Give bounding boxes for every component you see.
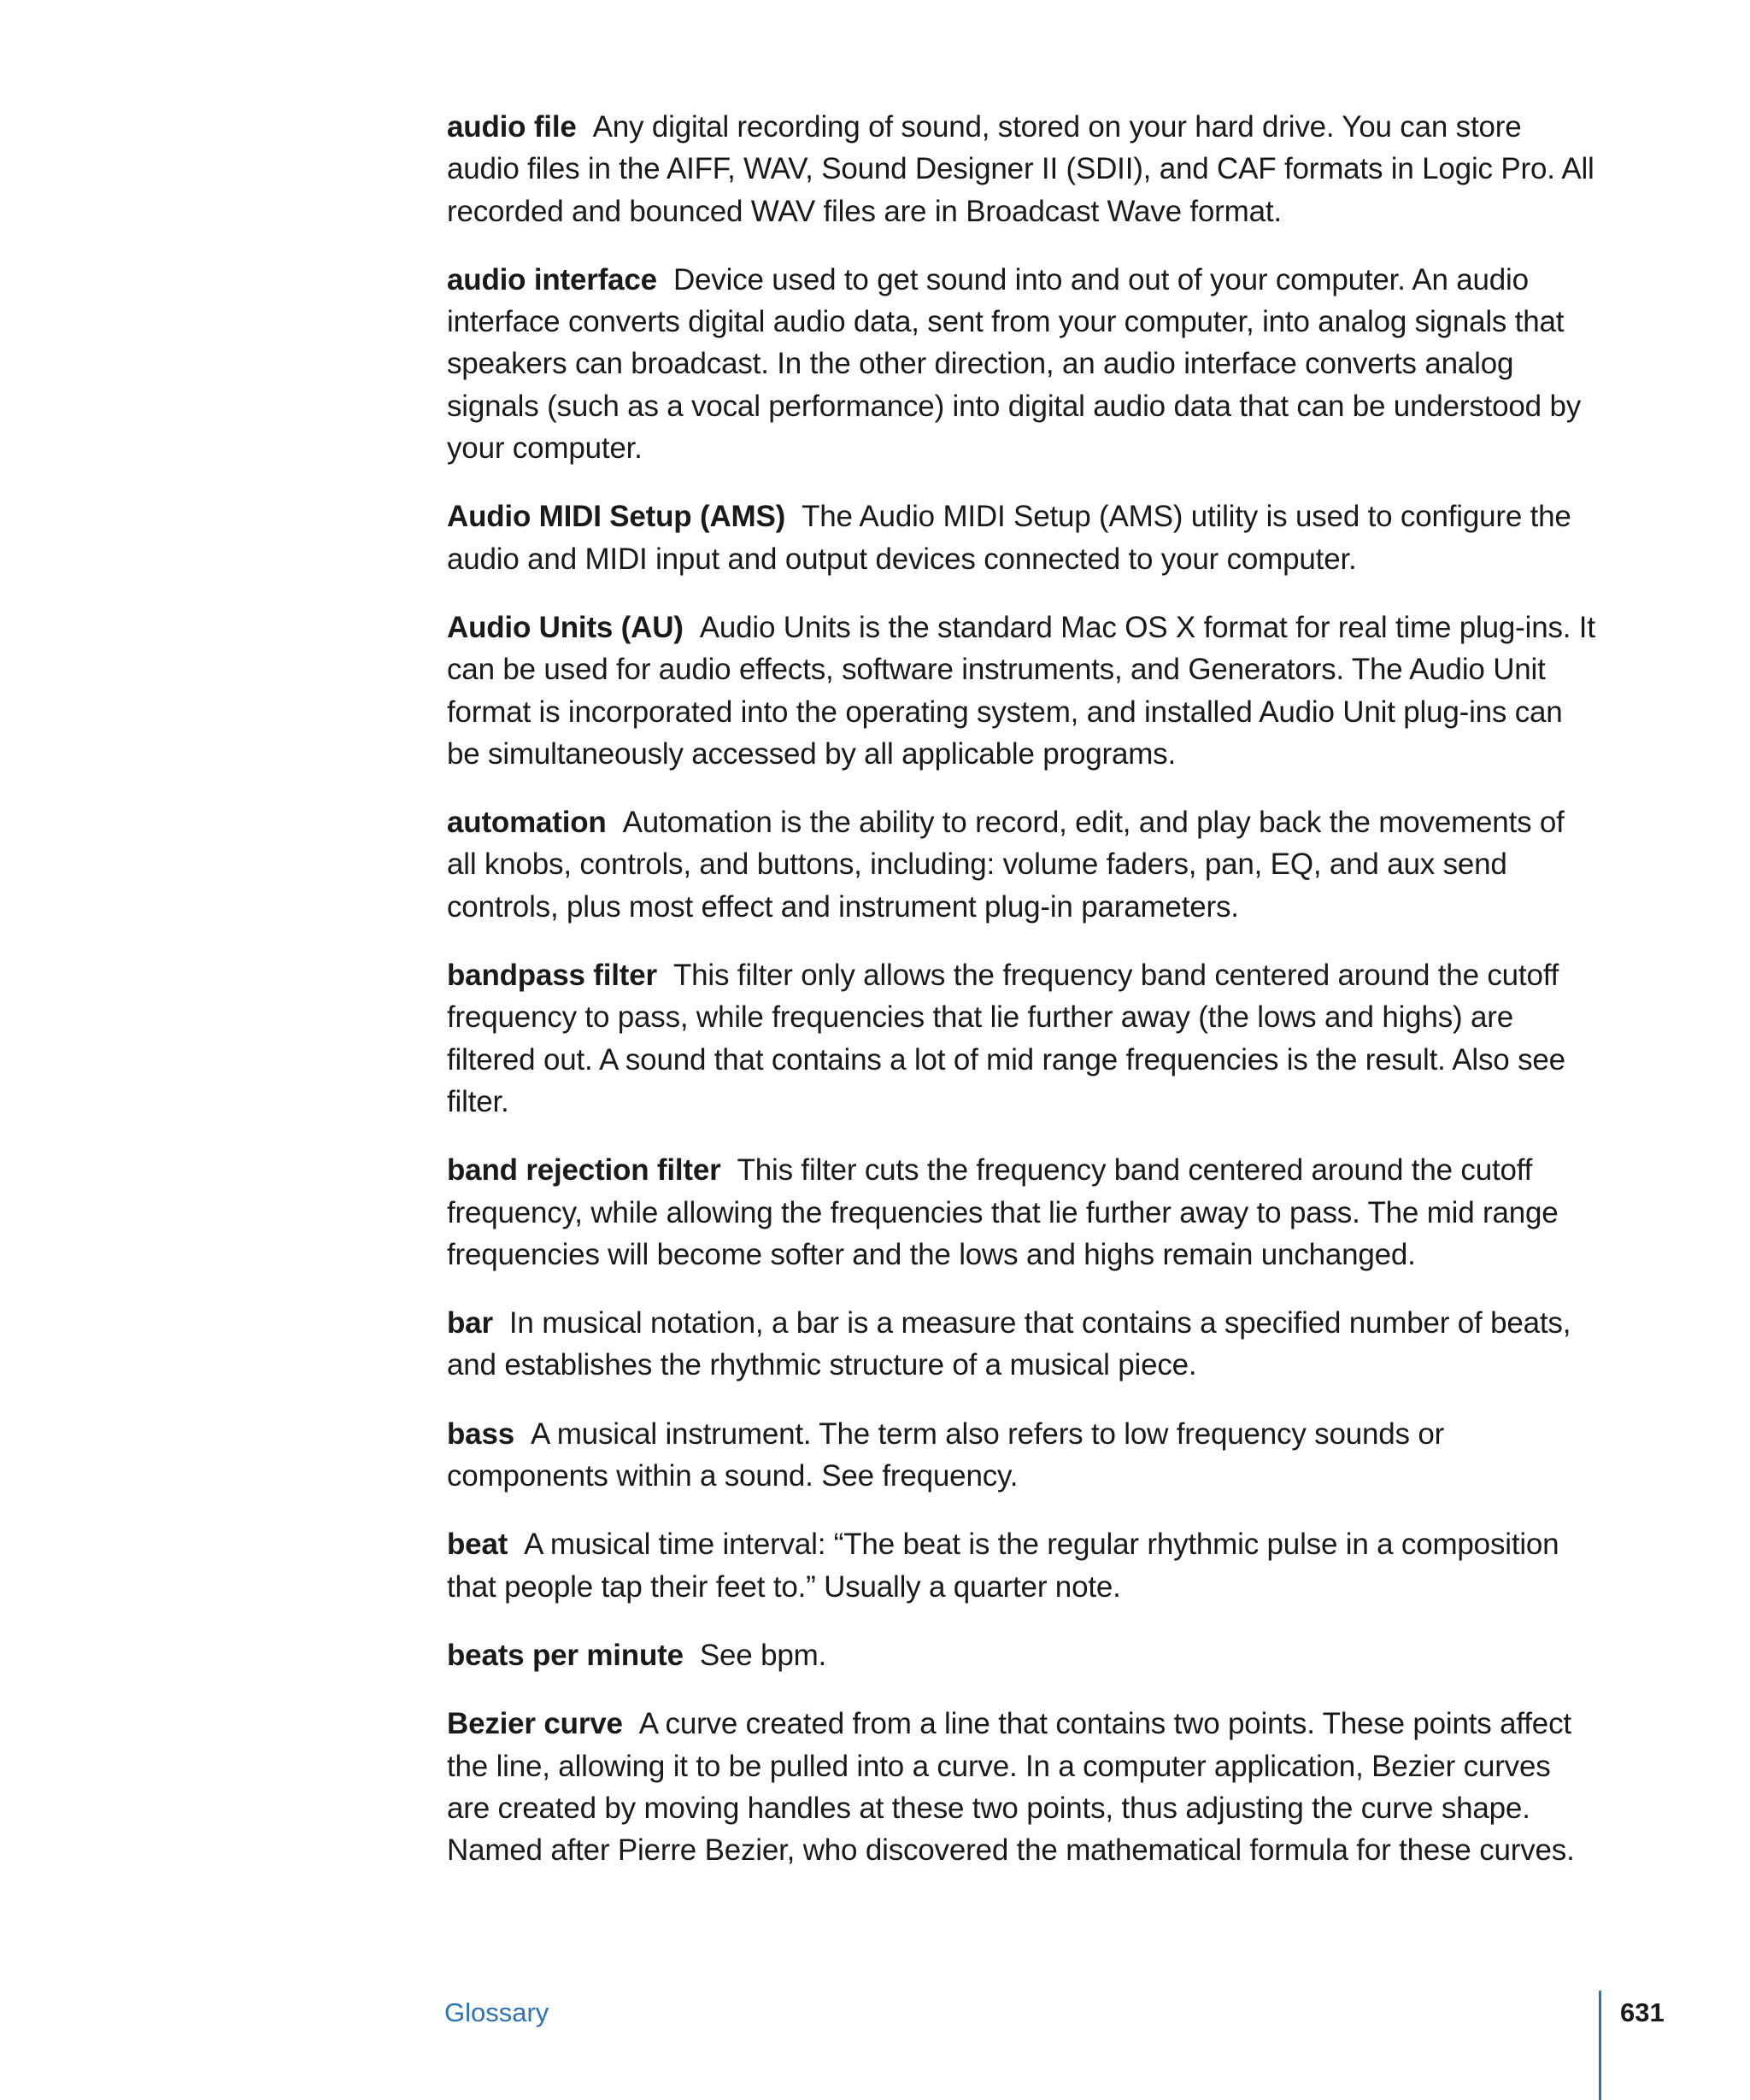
glossary-definition: See bpm.: [699, 1638, 827, 1672]
glossary-entry: [447, 607, 1600, 775]
glossary-term: Audio MIDI Setup (AMS): [447, 500, 786, 534]
glossary-term: band rejection filter: [447, 1153, 721, 1188]
page-number: 631: [1620, 1997, 1665, 2027]
glossary-definition: This filter cuts the frequency band centered around the cutoff frequency, while allowing the frequencies that lie further away to pass. The mid range frequencies will become softer and the lows and highs remain unchanged.: [447, 1153, 1559, 1271]
glossary-definition: In musical notation, a bar is a measure that contains a specified number of beats, and establishes the rhythmic structure of a musical piece.: [447, 1306, 1571, 1382]
glossary-term: Audio Units (AU): [447, 610, 684, 644]
glossary-definition: Any digital recording of sound, stored on your hard drive. You can store audio files in the AIFF, WAV, Sound Designer II (SDII), and CAF formats in Logic Pro. All recorded and bounced WAV files are in Broadcast Wave format.: [447, 110, 1594, 228]
glossary-entry: [447, 1634, 1600, 1676]
glossary-definition: Device used to get sound into and out of your computer. An audio interface converts digital audio data, sent from your computer, into analog signals that speakers can broadcast. In the other direction, an audio interface converts analog signals (such as a vocal performance) into digital audio data that can be understood by your computer.: [447, 262, 1582, 466]
glossary-definition: A musical instrument. The term also refers to low frequency sounds or components within a sound. See frequency.: [447, 1417, 1445, 1493]
glossary-definition: Automation is the ability to record, edit, and play back the movements of all knobs, controls, and buttons, including: volume faders, pan, EQ, and aux send controls, plus most effect and instrument plug-in parameters.: [447, 806, 1565, 924]
glossary-term: beats per minute: [447, 1638, 684, 1672]
glossary-term: bandpass filter: [447, 959, 657, 993]
glossary-definition: A curve created from a line that contains two points. These points affect the line, allowing it to be pulled into a curve. In a computer application, Bezier curves are created by moving handles at these two points, thus adjusting the curve shape. Named after Pierre Bezier, who discovered the mathematical formula for these curves.: [447, 1707, 1575, 1868]
glossary-entry: [447, 1302, 1600, 1387]
glossary-entry: [447, 106, 1600, 232]
glossary-definition: A musical time interval: “The beat is the regular rhythmic pulse in a composition that people tap their feet to.” Usually a quarter note.: [447, 1528, 1559, 1604]
glossary-term: bass: [447, 1417, 514, 1451]
glossary-entry: [447, 801, 1600, 928]
glossary-term: Bezier curve: [447, 1707, 623, 1741]
footer-section-link[interactable]: Glossary: [444, 1997, 549, 2027]
glossary-entry: [447, 954, 1600, 1123]
glossary-entry: [447, 496, 1600, 580]
glossary-definition: The Audio MIDI Setup (AMS) utility is used to configure the audio and MIDI input and output devices connected to your computer.: [447, 500, 1571, 576]
glossary-entry: [447, 1703, 1600, 1871]
glossary-list: [447, 106, 1600, 1898]
glossary-entry: [447, 1413, 1600, 1498]
glossary-term: automation: [447, 806, 607, 840]
glossary-term: audio interface: [447, 262, 657, 296]
glossary-term: audio file: [447, 110, 577, 144]
glossary-entry: [447, 1149, 1600, 1276]
glossary-entry: [447, 259, 1600, 469]
glossary-term: beat: [447, 1528, 508, 1562]
glossary-term: bar: [447, 1306, 493, 1340]
footer-divider: [1599, 1991, 1601, 2100]
glossary-entry: [447, 1523, 1600, 1608]
glossary-definition: Audio Units is the standard Mac OS X format for real time plug-ins. It can be used for audio effects, software instruments, and Generators. The Audio Unit format is incorporated into the operating system, and installed Audio Unit plug-ins can be simultaneously accessed by all applicable programs.: [447, 610, 1595, 771]
glossary-definition: This filter only allows the frequency band centered around the cutoff frequency to pass, while frequencies that lie further away (the lows and highs) are filtered out. A sound that contains a lot of mid range frequencies is the result. Also see filter.: [447, 959, 1565, 1118]
